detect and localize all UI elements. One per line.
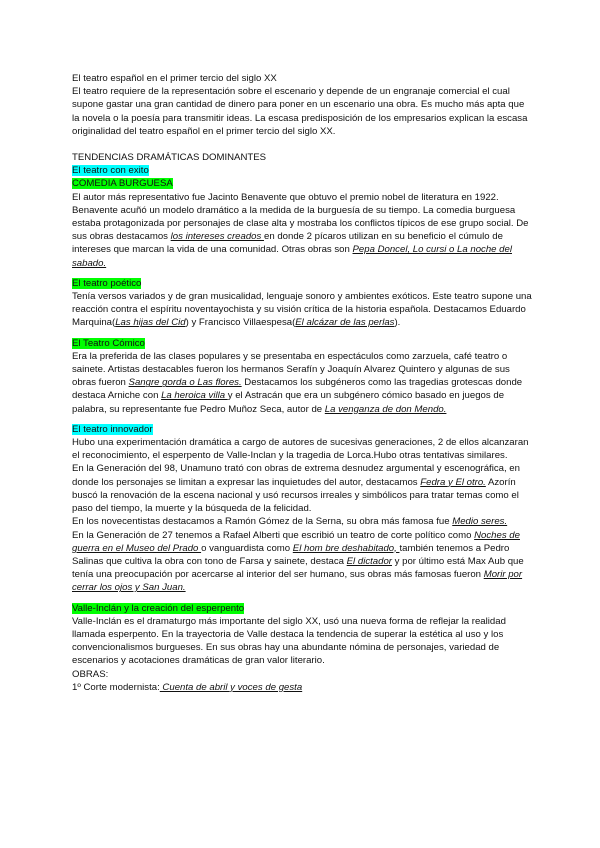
work-title: Pepa Doncel, Lo cursi o La noche del sabado. — [72, 244, 512, 269]
exito-label: El teatro con exito — [72, 165, 149, 177]
valle-label-line — [72, 602, 532, 615]
obra-1-prefix: 1º Corte modernista: — [72, 681, 160, 693]
intro-paragraph: El teatro requiere de la representación sobre el escenario y depende de un engranaje comercial el cual supone gastar una gran cantidad de dinero para poner en un escenario una obra. Es mucho más apta que la novela o la poesía para transmitir ideas. La escasa predisposición de los empresarios explican la escasa originalidad del teatro español en el primer tercio del siglo XX. — [72, 86, 528, 137]
comico-label: El Teatro Cómico — [72, 337, 145, 349]
work-title: Sangre gorda o Las flores. — [128, 377, 242, 389]
comedia-text: El autor más representativo fue Jacinto Benavente que obtuvo el premio nobel de literatura en 1922. Benavente acuñó un modelo dramático a la medida de la burguesía de su tiempo. La comedia burguesa estaba protagonizada por personajes de clase alta y mostraba los conflictos típicos de ese grupo social. De sus obras destacamos — [72, 191, 529, 243]
work-title: Medio seres. — [452, 516, 508, 528]
work-title: Fedra y El otro. — [420, 476, 486, 488]
innovador-label: El teatro innovador — [72, 423, 153, 435]
innovador-text: y por último está Max Aub que tenía una preocupación por acercarse al interior del ser humano, sus obras más famosas fueron — [72, 555, 524, 581]
document-page — [72, 72, 532, 694]
work-title: El hom bre deshabitado, — [292, 542, 400, 554]
work-title: Cuenta de abril y voces de gesta — [159, 681, 303, 693]
poetico-paragraph — [72, 290, 532, 330]
work-title: El alcázar de las perlas — [295, 317, 395, 329]
comedia-paragraph — [72, 191, 532, 270]
poetico-text: ) y Francisco Villaespesa( — [185, 317, 296, 329]
obra-1-line — [72, 681, 532, 694]
comedia-text: en donde 2 pícaros utilizan en su beneficio el cúmulo de intereses que marcan la vida de una comunidad. Otras obras son — [72, 231, 503, 256]
section-heading: TENDENCIAS DRAMÁTICAS DOMINANTES — [72, 152, 267, 164]
valle-paragraph: Valle-Inclán es el dramaturgo más importante del siglo XX, usó una nueva forma de reflejar la realidad llamada esperpento. En la trayectoria de Valle destaca la tendencia de superar la estética al uso y los convencionalismos burgueses. En sus obras hay una abundante nómina de personajes, variedad de escenarios y acotaciones dramáticas de gran valor literario. — [72, 615, 506, 667]
document-title: El teatro español en el primer tercio del siglo XX — [72, 73, 277, 84]
work-title: La venganza de don Mendo. — [324, 403, 447, 415]
work-title: Noches de guerra en el Museo del Prado — [72, 529, 520, 554]
poetico-text: ). — [394, 317, 401, 329]
comedia-label-line — [72, 177, 532, 190]
comico-text: Era la preferida de las clases populares y se presentaba en espectáculos como zarzuela, café teatro o sainete. Artistas destacables fueron los hermanos Serafín y Joaquín Alvarez Quintero y algunas de sus obras fueron — [72, 350, 510, 389]
work-title: La heroica villa — [161, 390, 228, 402]
innovador-text: En la Generación del 98, Unamuno trató con obras de extrema desnudez argumental y escenográfica, en donde los personajes se limitan a expresar las inquietudes del autor, destacamos — [72, 463, 520, 488]
poetico-label-line — [72, 277, 532, 290]
comico-text: Destacamos los subgéneros como las tragedias grotescas donde destaca Arniche con — [72, 377, 523, 402]
work-title: Morir por cerrar los ojos y San Juan. — [72, 569, 523, 594]
work-title: El dictador — [346, 555, 392, 567]
innovador-paragraph-3 — [72, 515, 532, 528]
innovador-paragraph-1: Hubo una experimentación dramática a cargo de autores de sucesivas generaciones, 2 de ellos alcanzaran el reconocimiento, el esperpento de Valle-Inclan y la tragedia de Lorca.Hubo otras tentativas similares. — [72, 437, 529, 462]
comedia-label: COMEDIA BURGUESA — [72, 178, 173, 190]
comico-label-line — [72, 337, 532, 350]
work-title: Las hijas del Cid — [115, 317, 186, 329]
comico-text: y el Astracán que era un subgénero cómico basado en juegos de palabra, su representante fue Pedro Muñoz Seca, autor de — [72, 390, 505, 415]
poetico-text: Tenía versos variados y de gran musicalidad, lenguaje sonoro y ambientes exóticos. Este teatro supone una reacción contra el espíritu noventayochista y su visión crítica de la historia española. Destacamos Eduardo Marquina( — [72, 291, 532, 329]
innovador-text: Azorín buscó la renovación de la escena nacional y usó recursos irreales y simbólicos para tratar temas como el paso del tiempo, la muerte y la búsqueda de la felicidad. — [72, 476, 519, 515]
innovador-label-line — [72, 423, 532, 436]
valle-label: Valle-Inclán y la creación del esperpento — [72, 602, 245, 614]
innovador-text: En los novecentistas destacamos a Ramón Gómez de la Serna, su obra más famosa fue — [72, 516, 453, 528]
exito-label-line — [72, 164, 532, 177]
comico-paragraph — [72, 350, 532, 416]
innovador-text: también tenemos a Pedro Salinas que cultiva la obra con tono de Farsa y sainete, destaca — [72, 542, 510, 567]
innovador-text: En la Generación de 27 tenemos a Rafael Alberti que escribió un teatro de corte político como — [72, 529, 475, 541]
poetico-label: El teatro poético — [72, 277, 142, 289]
innovador-paragraph-2 — [72, 462, 532, 515]
obras-label: OBRAS: — [72, 668, 109, 680]
innovador-text: o vanguardista como — [201, 542, 293, 554]
innovador-paragraph-4 — [72, 529, 532, 595]
work-title: los intereses creados — [170, 231, 264, 243]
